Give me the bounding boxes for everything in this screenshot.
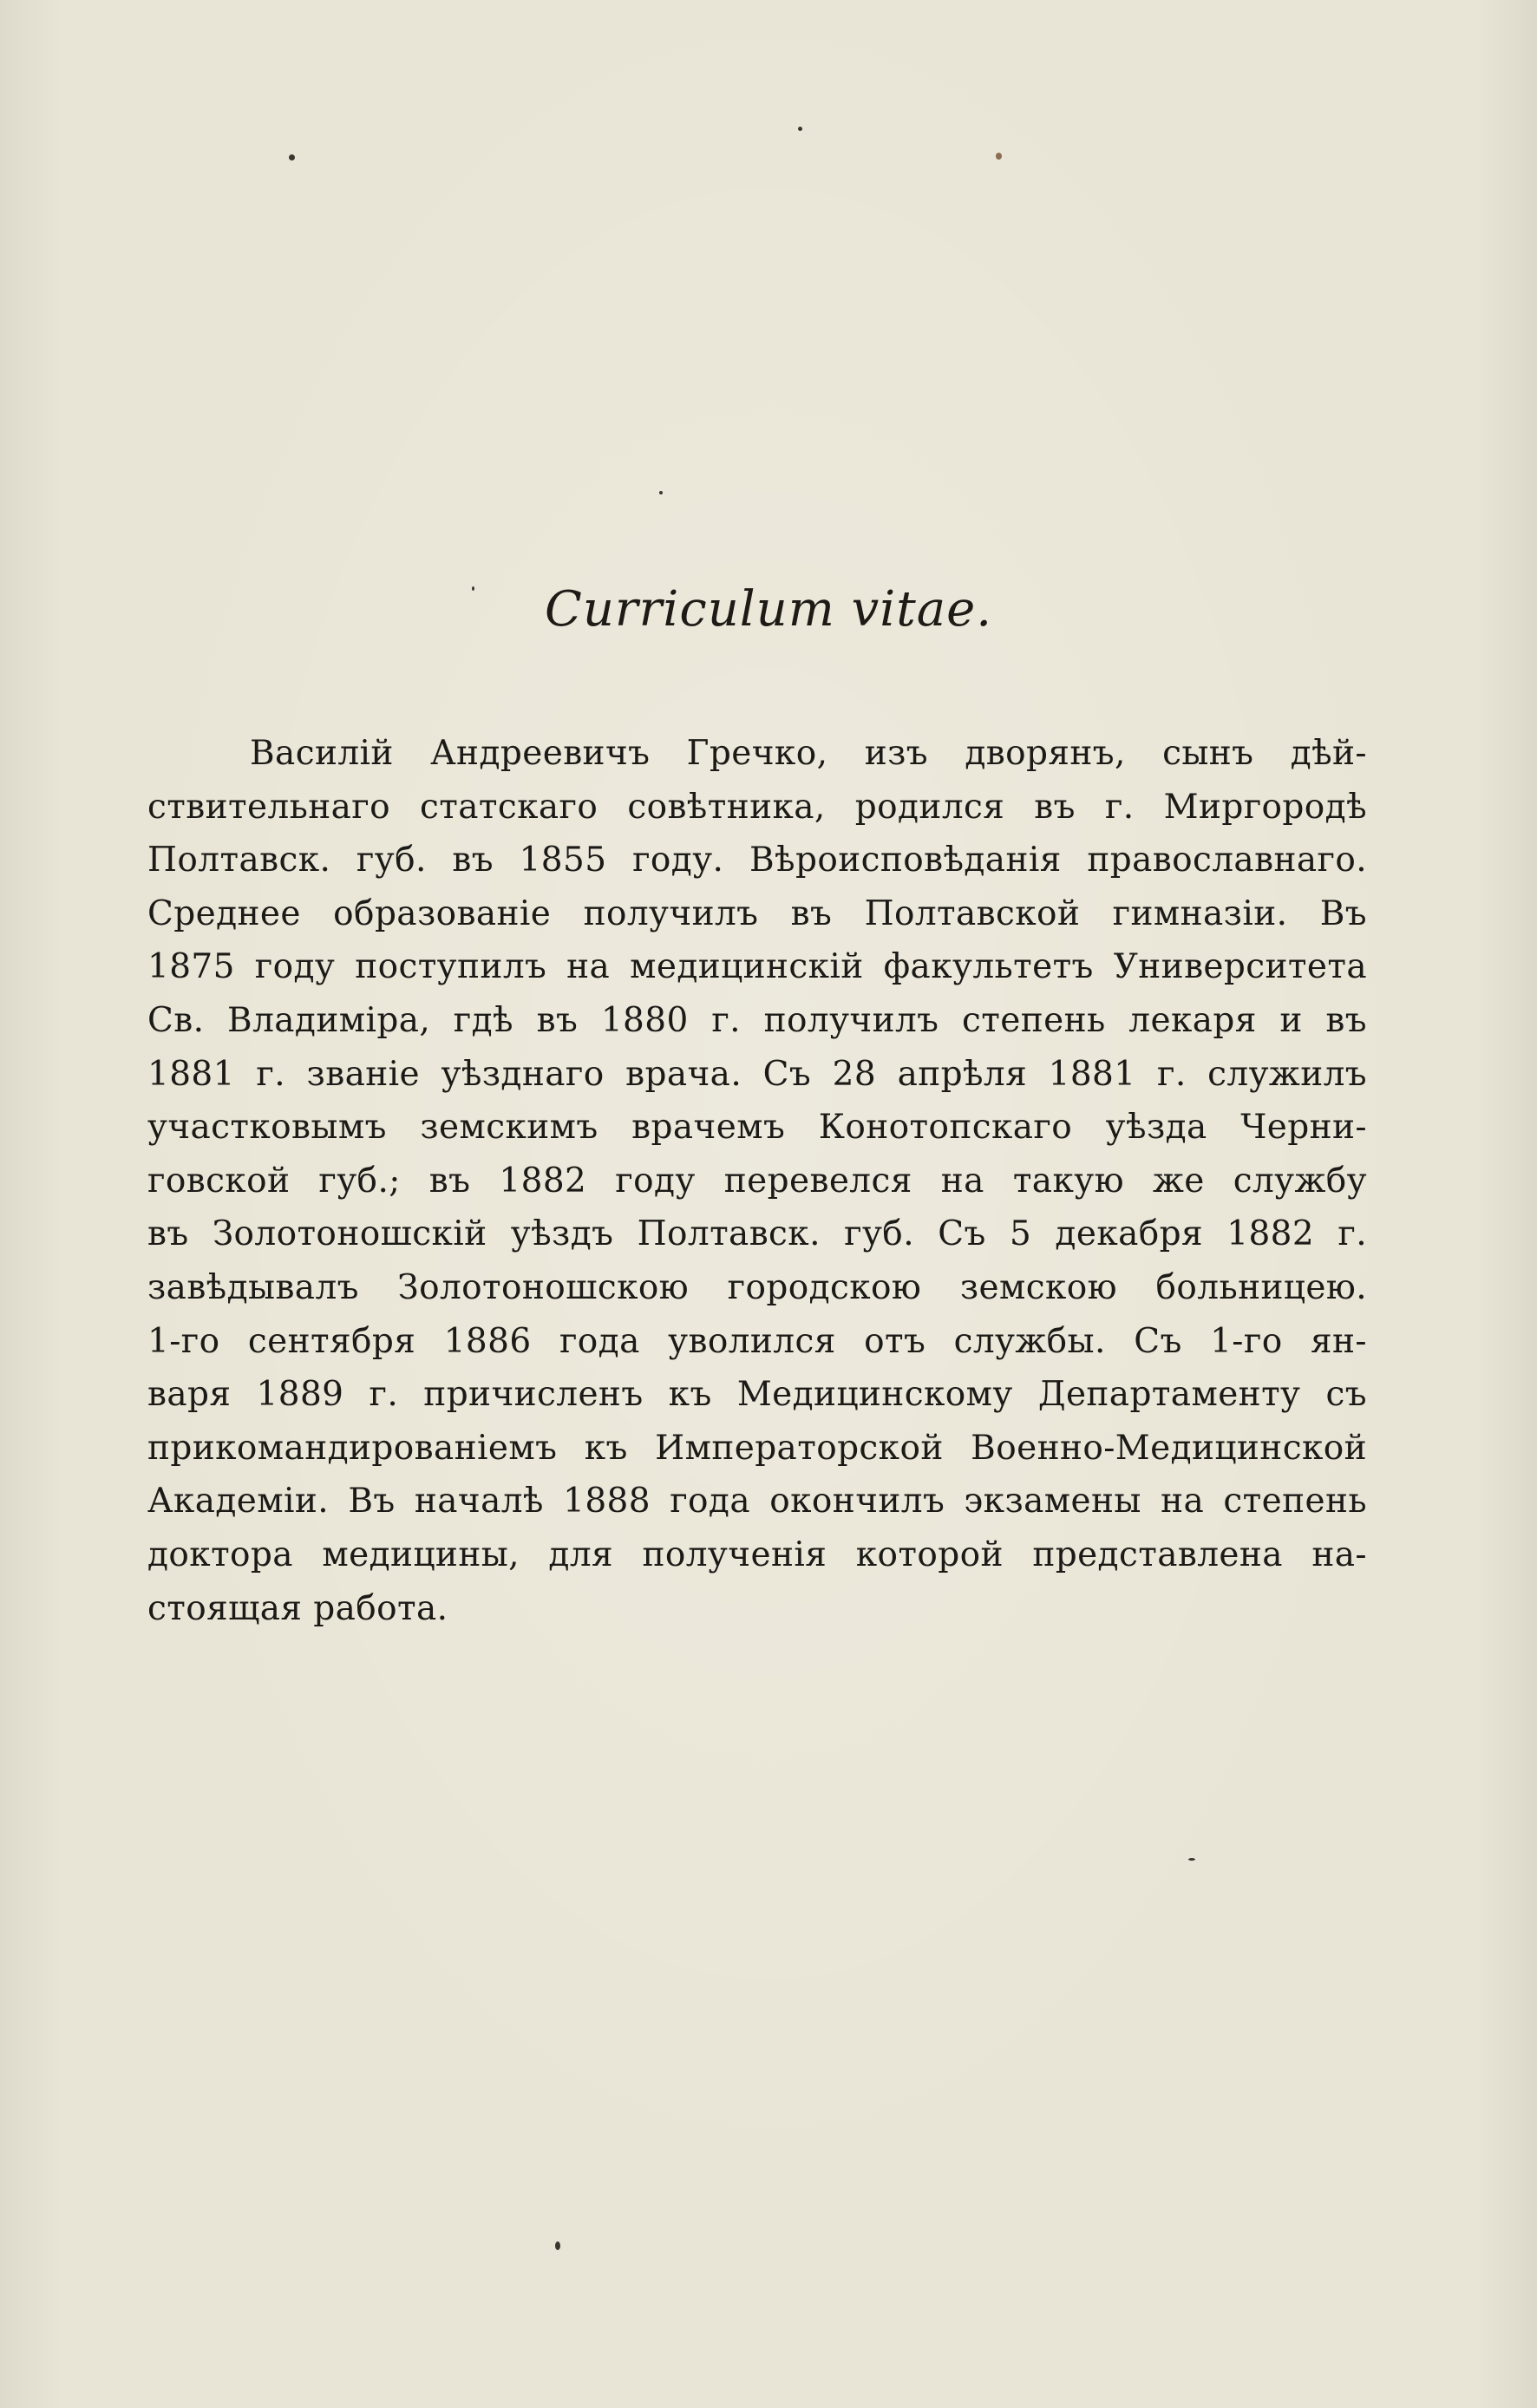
text-line: Среднее образованіе получилъ въ Полтавской гимназіи. Въ — [147, 893, 1367, 933]
text-line: варя 1889 г. причисленъ къ Медицинскому Департаменту съ — [147, 1375, 1367, 1415]
text-line: въ Золотоношскій уѣздъ Полтавск. губ. Съ 5 декабря 1882 г. — [147, 1214, 1367, 1254]
text-line: ствительнаго статскаго совѣтника, родился въ г. Миргородѣ — [147, 787, 1367, 827]
text-line: 1875 году поступилъ на медицинскій факультетъ Университета — [147, 947, 1367, 987]
print-speck — [1188, 1858, 1195, 1861]
text-line: участковымъ земскимъ врачемъ Конотопскаго уѣзда Черни- — [147, 1108, 1367, 1148]
text-line: 1-го сентября 1886 года уволился отъ службы. Съ 1-го ян- — [147, 1321, 1367, 1361]
print-speck — [289, 154, 295, 160]
page-title: Curriculum vitae. — [544, 581, 993, 638]
text-line: Полтавск. губ. въ 1855 году. Вѣроисповѣданія православнаго. — [147, 841, 1367, 880]
text-line: 1881 г. званіе уѣзднаго врача. Съ 28 апрѣля 1881 г. служилъ — [147, 1054, 1367, 1094]
print-speck — [659, 491, 663, 494]
text-line: Василій Андреевичъ Гречко, изъ дворянъ, сынъ дѣй- — [250, 734, 1367, 773]
print-speck — [555, 2241, 560, 2250]
biography-paragraph — [147, 727, 1367, 1635]
text-line: говской губ.; въ 1882 году перевелся на такую же службу — [147, 1161, 1367, 1201]
text-line: доктора медицины, для полученія которой представлена на- — [147, 1534, 1367, 1574]
text-line: прикомандированіемъ къ Императорской Военно-Медицинской — [147, 1428, 1367, 1468]
text-line: Св. Владиміра, гдѣ въ 1880 г. получилъ степень лекаря и въ — [147, 1000, 1367, 1040]
text-line: завѣдывалъ Золотоношскою городскою земскою больницею. — [147, 1267, 1367, 1307]
print-speck — [996, 153, 1002, 160]
text-line: стоящая работа. — [147, 1588, 448, 1628]
text-line: Академіи. Въ началѣ 1888 года окончилъ экзамены на степень — [147, 1482, 1367, 1521]
print-speck — [798, 127, 802, 131]
